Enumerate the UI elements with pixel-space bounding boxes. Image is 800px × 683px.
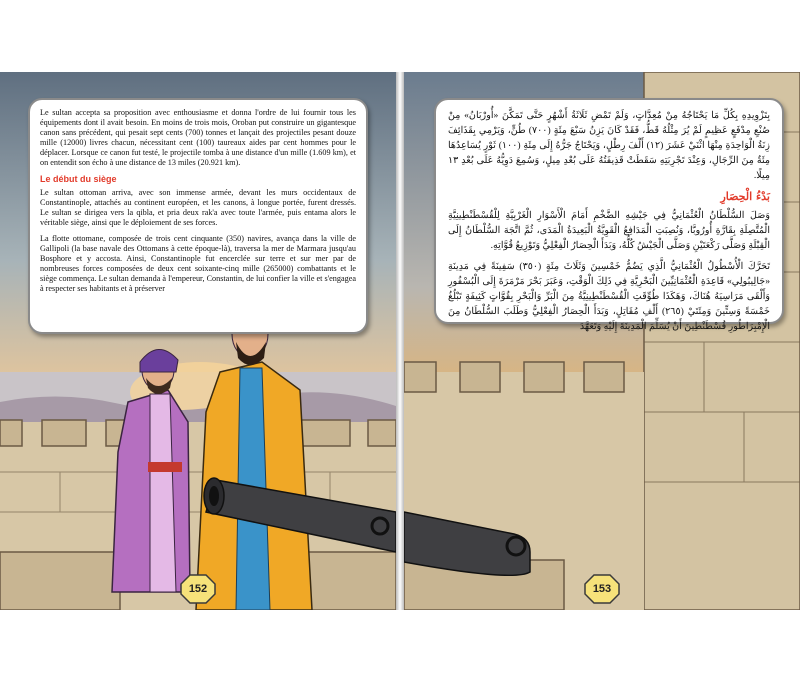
page-number-badge (584, 574, 620, 604)
paragraph: تَحَرَّكَ الْأُسْطُولُ الْعُثْمَانِيُّ الَّذِي يَضُمُّ خَمْسِينَ وَثَلَاثَ مِئَةٍ (٣٥٠) سَفِينَةً فِي مَدِينَةِ «جَالِيبُولِي» قَاعِدَةِ الْعُثْمَانِيِّينَ الْبَحْرِيَّةِ فِي ذَلِكَ الْوَقْتِ، وَعَبَرَ بَحْرَ مَرْمَرَةَ إِلَى الْبُسْفُورِ وَأَلْقَى مَرَاسِيَهُ هُنَاكَ، وَهَكَذَا طُوِّقَتِ الْقُسْطَنْطِينِيَّةُ مِنَ الْبَرِّ وَالْبَحْرِ بِقُوَّاتٍ كَثِيفَةٍ تَبْلُغُ خَمْسَةً وَسِتِّينَ وَمِئَتَيْ (٢٦٥) أَلْفِ مُقَاتِلٍ، وَبَدَأَ الْحِصَارُ الْفِعْلِيُّ وَطَلَبَ السُّلْطَانُ مِنَ الْإِمْبِرَاطُورِ قُسْطَنْطِينَ أَنْ يُسَلِّمَ الْمَدِينَةَ إِلَيْهِ وَتَعَهَّدَ (448, 261, 770, 332)
left-page (0, 72, 396, 610)
section-heading: Le début du siège (40, 174, 117, 184)
section-heading: بَدْءُ الْحِصَارِ (720, 190, 770, 203)
paragraph: بِتَزْوِيدِهِ بِكُلِّ مَا يَحْتَاجُهُ مِنْ مُعِدَّاتٍ، وَلَمْ تَمْضِ ثَلَاثَةُ أَشْهُرٍ حَتَّى تَمَكَّنَ «أُورْبَانُ» مِنْ صُنْعِ مِدْفَعٍ عَظِيمٍ لَمْ يُرَ مِثْلُهُ قَطُّ، فَقَدْ كَانَ يَزِنُ سَبْعَ مِئَةٍ (٧٠٠) طُنٍّ، وَيَرْمِي بِقَذَائِفَ زِنَةُ الْوَاحِدَةِ مِنْهَا اثْنَيْ عَشَرَ (١٢) أَلْفَ رِطْلٍ، وَيَحْتَاجُ جَرُّهُ إِلَى مِئَةِ (١٠٠) ثَوْرٍ يُسَاعِدُهَا مِئَةٌ مِنَ الرِّجَالِ، وَعِنْدَ تَجْرِبَتِهِ سَقَطَتْ قَذِيفَتُهُ عَلَى بُعْدِ مِيلٍ، وَسُمِعَ دَوِيُّهُ عَلَى بُعْدِ ١٣ مِيلًا. (448, 110, 771, 181)
right-text-box (434, 98, 784, 332)
right-page (404, 72, 800, 610)
page-number-badge (180, 574, 216, 604)
left-text-box (28, 98, 368, 334)
paragraph: Le sultan ottoman arriva, avec son immense armée, devant les murs occidentaux de Constantinople, attachés au continent européen, et les canons, à longue portée, furent dressés. Le sultan se dirigea vers la qibla, et pria deux rak'a avec toute l'armée, puis entama alors le véritable siège, ainsi que le déploiement de ses forces. (40, 188, 356, 227)
paragraph: Le sultan accepta sa proposition avec enthousiasme et donna l'ordre de lui fournir tous les équipements dont il avait besoin. En moins de trois mois, Oroban put construire un gigantesque canon sans précédent, qui pesait sept cents (700) tonnes et lançait des projectiles pesant douze mille (12000) livres chacun, nécessitant cent (100) taureaux aides par cent hommes pour le déplacer. Lorsque ce canon fut testé, le projectile tomba à une distance d'un mille (1.609 km), et on entendit son écho à une distance de 13 miles (20.921 km). (40, 108, 356, 167)
paragraph: وَصَلَ السُّلْطَانُ الْعُثْمَانِيُّ فِي جَيْشِهِ الضَّخْمِ أَمَامَ الْأَسْوَارِ الْغَرْبِيَّةِ لِلْقُسْطَنْطِينِيَّةِ الْمُتَّصِلَةِ بِقَارَّةِ أُورُوبَّا، وَنُصِبَتِ الْمَدَافِعُ الْقَوِيَّةُ الْبَعِيدَةُ الْمَدَى، ثُمَّ اتَّجَهَ السُّلْطَانُ إِلَى الْقِبْلَةِ وَصَلَّى رَكْعَتَيْنِ وَصَلَّى الْجَيْشُ كُلُّهُ، وَبَدَأَ الْحِصَارُ الْفِعْلِيُّ وَتَوْزِيعُ قُوَّاتِهِ. (448, 210, 770, 251)
book-gutter (396, 72, 404, 610)
page-number: 152 (188, 583, 208, 595)
page-number: 153 (592, 583, 612, 595)
paragraph: La flotte ottomane, composée de trois cent cinquante (350) navires, avança dans la ville de Gallipoli (la base navale des Ottomans à cette époque-là), traversa la mer de Marmara jusqu'au Bosphore et y accosta. Ainsi, Constantinople fut encerclée sur terre et sur mer par de nombreuses forces composées de deux cent soixante-cinq mille (265000) combattants et le siège commença. Le sultan demanda à l'empereur, Constantin, de lui confier la ville et s'engagea à respecter ses habitants et à préserver (40, 234, 356, 293)
